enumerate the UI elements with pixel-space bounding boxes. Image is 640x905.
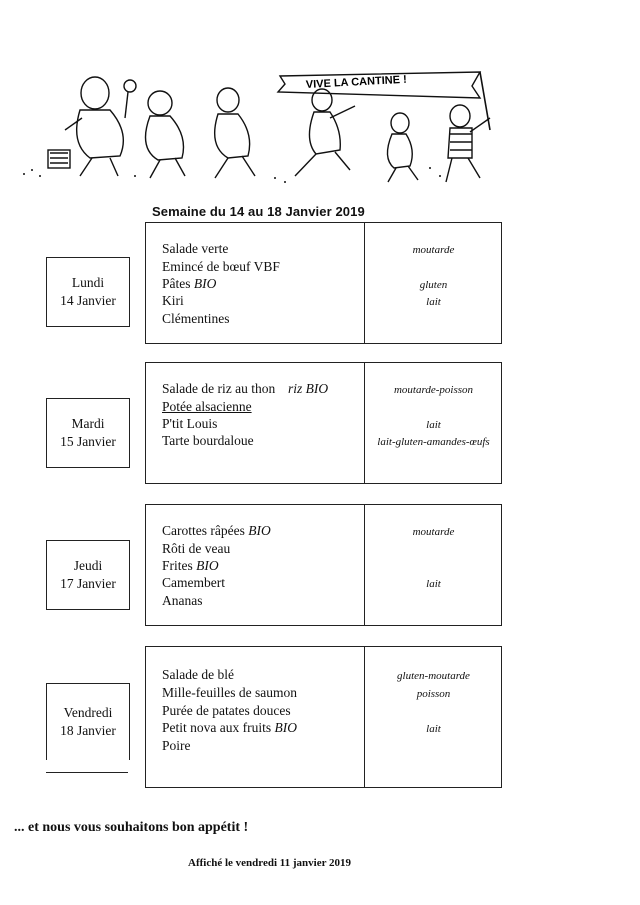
- bio-tag: riz BIO: [288, 381, 329, 396]
- menu-monday: [145, 222, 502, 344]
- day-date: 17 Janvier: [60, 576, 116, 591]
- dish: Mille-feuilles de saumon: [162, 685, 297, 700]
- children-running-illustration: [10, 58, 500, 190]
- dish: Salade de blé: [162, 667, 234, 682]
- closing-message: ... et nous vous souhaitons bon appétit !: [14, 820, 249, 835]
- day-label-friday: [46, 683, 130, 760]
- bio-tag: BIO: [196, 558, 219, 573]
- bio-tag: BIO: [248, 523, 271, 538]
- dish: Poire: [162, 738, 191, 753]
- allergen-label: poisson: [416, 688, 451, 700]
- day-name: Mardi: [71, 416, 105, 431]
- day-date: 14 Janvier: [60, 293, 116, 308]
- banner-slogan: VIVE LA CANTINE !: [305, 73, 408, 91]
- menu-tuesday: [145, 362, 502, 484]
- allergen-label: lait: [426, 296, 441, 308]
- day-label-thursday: [46, 540, 130, 610]
- dish: Camembert: [162, 575, 225, 590]
- bio-tag: BIO: [193, 276, 217, 291]
- dish: Rôti de veau: [162, 541, 231, 556]
- day-name: Jeudi: [73, 558, 103, 573]
- dish: Purée de patates douces: [162, 703, 291, 718]
- friday-underline: [46, 772, 128, 773]
- allergen-label: moutarde: [412, 244, 455, 256]
- day-date: 18 Janvier: [60, 723, 116, 738]
- column-divider: [364, 647, 365, 787]
- dish: Salade de riz au thon riz BIO: [162, 381, 329, 396]
- menu-friday: [145, 646, 502, 788]
- allergen-label: gluten-moutarde: [397, 670, 470, 682]
- allergen-label: lait: [426, 419, 441, 431]
- column-divider: [364, 505, 365, 625]
- allergen-label: gluten: [419, 279, 448, 291]
- day-label-tuesday: [46, 398, 130, 468]
- dish: Kiri: [162, 293, 184, 308]
- posted-date-note: Affiché le vendredi 11 janvier 2019: [188, 857, 352, 869]
- allergen-label: moutarde: [412, 526, 455, 538]
- dish: P'tit Louis: [162, 416, 218, 431]
- dish: Clémentines: [162, 311, 230, 326]
- dish: Potée alsacienne: [162, 399, 252, 414]
- dish: Carottes râpées BIO: [162, 523, 271, 538]
- allergen-label: moutarde-poisson: [393, 384, 474, 396]
- dish: Tarte bourdaloue: [162, 433, 254, 448]
- day-name: Lundi: [71, 275, 105, 290]
- dish: Frites BIO: [162, 558, 219, 573]
- dish: Ananas: [162, 593, 203, 608]
- dish: Emincé de bœuf VBF: [162, 259, 280, 274]
- dish: Petit nova aux fruits BIO: [162, 720, 297, 735]
- allergen-label: lait-gluten-amandes-œufs: [377, 436, 490, 448]
- day-date: 15 Janvier: [60, 434, 116, 449]
- day-name: Vendredi: [63, 705, 113, 720]
- dish: Salade verte: [162, 241, 229, 256]
- bio-tag: BIO: [274, 720, 297, 735]
- allergen-label: lait: [426, 578, 441, 590]
- day-label-monday: [46, 257, 130, 327]
- dish: Pâtes BIO: [162, 276, 217, 291]
- menu-thursday: [145, 504, 502, 626]
- week-title: Semaine du 14 au 18 Janvier 2019: [152, 204, 365, 219]
- allergen-label: lait: [426, 723, 441, 735]
